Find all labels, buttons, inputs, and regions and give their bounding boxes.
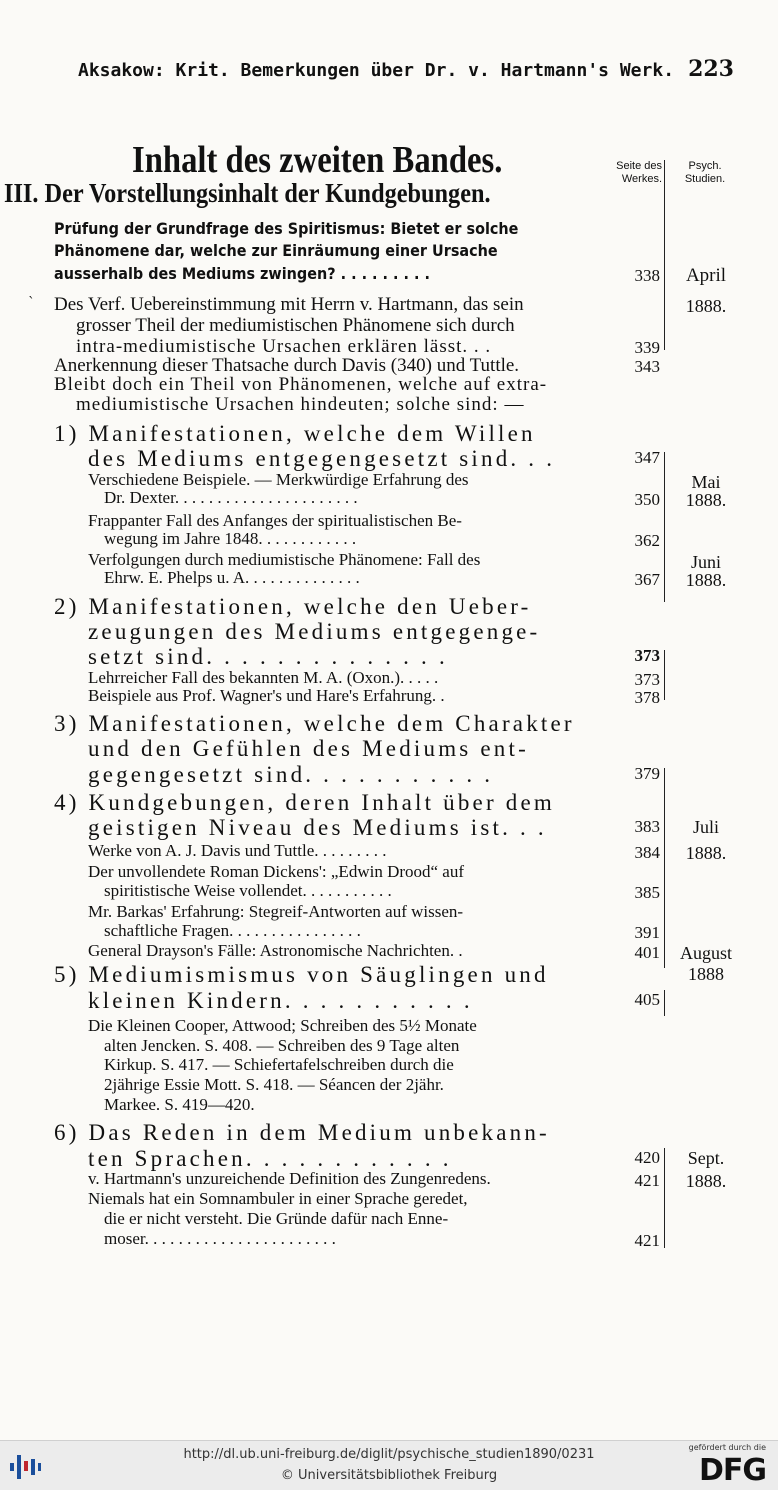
- toc-line: 5) Mediumismismus von Säuglingen und: [54, 962, 549, 987]
- document-url-link[interactable]: http://dl.ub.uni-freiburg.de/diglit/psychische_studien1890/0231: [183, 1447, 595, 1462]
- toc-line: Frappanter Fall des Anfanges der spiritualistischen Be-: [88, 511, 462, 530]
- column-rule-1: [664, 160, 665, 350]
- toc-line: 3) Manifestationen, welche dem Charakter: [54, 711, 575, 736]
- dfg-logo: DFG: [698, 1453, 766, 1488]
- toc-line: Bleibt doch ein Theil von Phänomenen, welche auf extra-: [54, 374, 548, 395]
- toc-page-number: 384: [634, 843, 660, 862]
- toc-line: gegengesetzt sind. . . . . . . . . . .: [88, 762, 494, 787]
- toc-line: schaftliche Fragen. . . . . . . . . . . . . . . .: [104, 921, 361, 940]
- toc-page-number: 339: [634, 338, 660, 357]
- toc-page-number: 373: [634, 646, 660, 665]
- studien-issue-date: 1888.: [685, 490, 727, 510]
- running-head-title: Aksakow: Krit. Bemerkungen über Dr. v. Hartmann's Werk.: [78, 60, 675, 81]
- toc-line: mediumistische Ursachen hindeuten; solche sind: —: [76, 394, 525, 415]
- toc-line: die er nicht versteht. Die Gründe dafür nach Enne-: [104, 1209, 449, 1228]
- studien-issue-date: August: [679, 943, 732, 963]
- toc-line: Prüfung der Grundfrage des Spiritismus: Bietet er solche: [54, 219, 519, 238]
- toc-line: kleinen Kindern. . . . . . . . . . .: [88, 988, 473, 1013]
- toc-page-number: 362: [634, 531, 660, 550]
- copyright-note: © Universitätsbibliothek Freiburg: [280, 1468, 498, 1483]
- toc-line: wegung im Jahre 1848. . . . . . . . . . . .: [104, 529, 357, 548]
- toc-line: und den Gefühlen des Mediums ent-: [88, 736, 529, 761]
- running-head: [78, 56, 734, 88]
- toc-page-number: 379: [634, 764, 660, 783]
- toc-line: ten Sprachen. . . . . . . . . . . .: [88, 1146, 452, 1171]
- page-title: Inhalt des zweiten Bandes.: [132, 139, 503, 181]
- toc-line: Dr. Dexter. . . . . . . . . . . . . . . . . . . . . .: [104, 488, 358, 507]
- toc-line: moser. . . . . . . . . . . . . . . . . . . . . . .: [104, 1229, 336, 1248]
- toc-line: 6) Das Reden in dem Medium unbekann-: [54, 1120, 550, 1145]
- section-heading: III. Der Vorstellungsinhalt der Kundgebungen.: [4, 178, 491, 208]
- studien-issue-date: 1888.: [685, 296, 727, 316]
- studien-issue-date: Juni: [690, 552, 721, 572]
- toc-page-number: 373: [634, 670, 660, 689]
- studien-issue-date: 1888.: [685, 1171, 727, 1191]
- toc-page-number: 383: [634, 817, 660, 836]
- margin-mark: `: [28, 295, 35, 311]
- funding-note: gefördert durch die: [688, 1443, 766, 1452]
- toc-line: Beispiele aus Prof. Wagner's und Hare's Erfahrung. .: [88, 686, 445, 705]
- toc-line: 2) Manifestationen, welche den Ueber-: [54, 594, 532, 619]
- toc-page-number: 421: [634, 1171, 660, 1190]
- toc-line: Ehrw. E. Phelps u. A. . . . . . . . . . . . . .: [104, 568, 360, 587]
- toc-line: Der unvollendete Roman Dickens': „Edwin Drood“ auf: [88, 862, 465, 881]
- toc-line: 2jährige Essie Mott. S. 418. — Séancen der 2jähr.: [104, 1075, 444, 1094]
- toc-page-number: 420: [634, 1148, 660, 1167]
- studien-issue-date: Sept.: [687, 1148, 725, 1168]
- toc-line: Des Verf. Uebereinstimmung mit Herrn v. Hartmann, das sein: [54, 294, 524, 315]
- toc-page-number: 347: [634, 448, 660, 467]
- toc-page-number: 401: [634, 943, 660, 962]
- column-rule-2: [664, 452, 665, 602]
- studien-issue-date: April: [685, 265, 727, 286]
- toc-line: alten Jencken. S. 408. — Schreiben des 9 Tage alten: [104, 1036, 460, 1055]
- toc-page-number: 350: [634, 490, 660, 509]
- toc-line: ausserhalb des Mediums zwingen? . . . . . . . . .: [54, 264, 430, 283]
- toc-line: 1) Manifestationen, welche dem Willen: [54, 421, 536, 446]
- toc-line: Kirkup. S. 417. — Schiefertafelschreiben durch die: [104, 1055, 454, 1074]
- toc-page-number: 405: [634, 990, 660, 1009]
- toc-line: Verschiedene Beispiele. — Merkwürdige Erfahrung des: [88, 470, 469, 489]
- toc-page-number: 343: [634, 357, 660, 376]
- page-number: 223: [688, 56, 734, 82]
- toc-line: setzt sind. . . . . . . . . . . . . .: [88, 644, 448, 669]
- toc-line: spiritistische Weise vollendet. . . . . . . . . . .: [104, 881, 392, 900]
- column-header-werk: Seite des Werkes.: [616, 160, 662, 185]
- toc-line: v. Hartmann's unzureichende Definition des Zungenredens.: [88, 1169, 491, 1188]
- toc-line: zeugungen des Mediums entgegenge-: [88, 619, 541, 644]
- toc-line: grosser Theil der mediumistischen Phänomene sich durch: [76, 315, 515, 336]
- studien-issue-date: 1888.: [685, 843, 727, 863]
- toc-line: 4) Kundgebungen, deren Inhalt über dem: [54, 790, 555, 815]
- toc-line: Verfolgungen durch mediumistische Phänomene: Fall des: [88, 550, 481, 569]
- toc-line: Niemals hat ein Somnambuler in einer Sprache geredet,: [88, 1189, 468, 1208]
- toc-page-number: 421: [634, 1231, 660, 1250]
- toc-page-number: 391: [634, 923, 660, 942]
- studien-issue-date: 1888.: [685, 570, 727, 590]
- viewer-footer: [0, 1440, 778, 1490]
- column-rule-3: [664, 650, 665, 700]
- toc-line: geistigen Niveau des Mediums ist. . .: [88, 815, 547, 840]
- toc-page-number: 367: [634, 570, 660, 589]
- toc-line: Anerkennung dieser Thatsache durch Davis (340) und Tuttle.: [54, 355, 520, 376]
- column-rule-4: [664, 768, 665, 968]
- studien-issue-date: Mai: [691, 472, 721, 492]
- toc-line: Phänomene dar, welche zur Einräumung einer Ursache: [54, 241, 498, 260]
- toc-line: Markee. S. 419—420.: [104, 1095, 255, 1114]
- toc-line: intra-mediumistische Ursachen erklären lässt. . .: [76, 336, 492, 357]
- toc-page-number: 385: [634, 883, 660, 902]
- toc-line: Lehrreicher Fall des bekannten M. A. (Oxon.). . . . .: [88, 668, 439, 687]
- toc-line: des Mediums entgegengesetzt sind. . .: [88, 446, 556, 471]
- column-rule-6: [664, 1148, 665, 1248]
- studien-issue-date: 1888: [688, 964, 724, 984]
- toc-page-number: 338: [634, 266, 660, 285]
- column-rule-5: [664, 990, 665, 1016]
- studien-issue-date: Juli: [692, 817, 719, 837]
- toc-line: General Drayson's Fälle: Astronomische Nachrichten. .: [88, 941, 463, 960]
- toc-line: Mr. Barkas' Erfahrung: Stegreif-Antworten auf wissen-: [88, 902, 464, 921]
- toc-line: Werke von A. J. Davis und Tuttle. . . . . . . . .: [88, 841, 387, 860]
- column-header-studien: Psych. Studien.: [684, 160, 726, 185]
- toc-page-number: 378: [634, 688, 660, 707]
- toc-line: Die Kleinen Cooper, Attwood; Schreiben des 5½ Monate: [88, 1016, 477, 1035]
